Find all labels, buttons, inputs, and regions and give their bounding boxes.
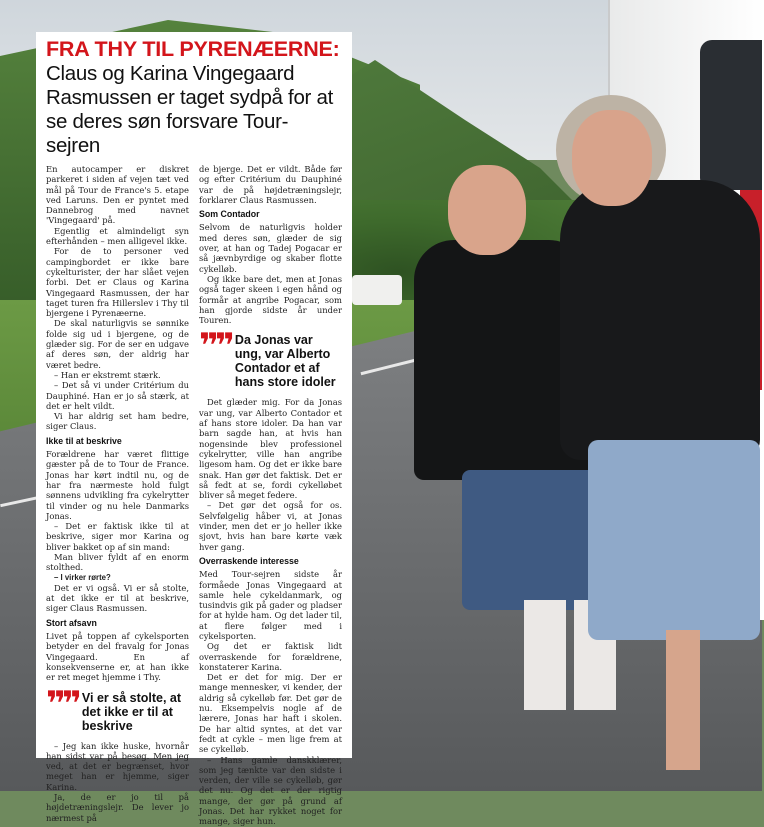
paragraph: Det er det for mig. Der er mange mennesker, vi kender, der aldrig så cykelløb før. Det gør de nu. Eksempelvis nogle af de lærere, Jonas har haft i skolen. De har altid syntes, at det var fedt at cykle – men lige frem at se cykelløb.: [199, 672, 342, 755]
woman-jeans: [588, 440, 760, 640]
woman-leg: [666, 630, 700, 770]
man-head: [448, 165, 526, 255]
paragraph: Det er vi også. Vi er så stolte, at det ikke er til at beskrive, siger Claus Rasmussen.: [46, 582, 189, 614]
interview-question: – I virker rørte?: [54, 572, 111, 582]
paragraph: Forældrene har været flittige gæster på de to Tour de France. Jonas har kørt indtil nu, og de har fra nærmeste hold fulgt sønnens udvikling fra cykelrytter til vinder og nu hele Danmarks Jonas.: [46, 449, 189, 521]
column-2: [199, 164, 342, 827]
subheading: Overraskende interesse: [199, 555, 299, 566]
paragraph: En autocamper er diskret parkeret i siden af vejen tæt ved mål på Tour de France's 5. etape ved Laruns. Den er pyntet med Dannebrog med navnet 'Vingegaard' på.: [46, 164, 189, 226]
paragraph: For de to personer ved campingbordet er ikke bare cykelturister, der har slået vejen forbi. Det er Claus og Karina Vingegaard Rasmussen, der har taget turen fra Hillerslev i Thy til bjergene i Pyrenæerne.: [46, 246, 189, 319]
woman-figure: [560, 180, 760, 460]
column-1: [46, 164, 189, 827]
pull-quote: [199, 326, 342, 390]
paragraph: Man bliver fyldt af en enorm stolthed.: [46, 551, 189, 573]
paragraph: Og det er faktisk lidt overraskende for forældrene, konstaterer Karina.: [199, 641, 342, 672]
camper-window: [700, 40, 762, 190]
paragraph: – Det er faktisk ikke til at beskrive, siger mor Karina og bliver bakket op af sin mand:: [46, 521, 189, 552]
subheading: Som Contador: [199, 209, 260, 220]
article-headline: Claus og Karina Vingegaard Rasmussen er taget sydpå for at se deres søn forsvare Tour-sejren: [46, 62, 333, 157]
subheading: Stort afsavn: [46, 617, 97, 628]
pull-quote-text: Da Jonas var ung, var Alberto Contador et af hans store idoler: [234, 333, 336, 390]
paragraph: Egentlig et almindeligt syn efterhånden – men alligevel ikke.: [46, 225, 189, 247]
paragraph: Vi har aldrig set ham bedre, siger Claus.: [46, 411, 189, 432]
article-kicker: FRA THY TIL PYRENÆERNE:: [46, 37, 340, 61]
subheading: Ikke til at beskrive: [46, 435, 122, 446]
paragraph: Og ikke bare det, men at Jonas også tager skeen i egen hånd og formår at angribe Pogacar, som han gjorde sidste år under Touren.: [199, 273, 342, 326]
article-panel: [36, 32, 352, 827]
paragraph: Selvom de naturligvis holder med deres søn, glæder de sig over, at han og Tadej Pogacar er så jævnbyrdige og skaber flotte cykelløb.: [199, 222, 342, 274]
pull-quote: [46, 683, 189, 733]
paragraph: – Hans gamle danskklærer, som jeg tænkte var den sidste i verden, der ville se cykelløb, gør det nu. Og det er der rigtig mange, der gør på grund af Jonas. Det har rykket noget for mange, siger hun.: [199, 754, 342, 827]
paragraph: – Det gør det også for os. Selvfølgelig håber vi, at Jonas vinder, men det er jo heller ikke sjovt, hvis han bare kørte væk hver gang.: [199, 500, 342, 552]
paragraph: Det glæder mig. For da Jonas var ung, var Alberto Contador et af hans store idoler. Da han var barn sagde han, at hvis han nogensinde blev professionel cykelrytter, ville han angribe ligesom ham. Og det er ikke bare snak. Han gør det faktisk. Det er så fedt at se, fordi cykelløbet bliver så meget federe.: [199, 397, 342, 501]
woman-head: [572, 110, 652, 206]
paragraph: de bjerge. Det er vildt. Både før og efter Critérium du Dauphiné var de på højdetræningslejr, forklarer Claus Rasmussen.: [199, 164, 342, 205]
article-columns: [46, 164, 342, 827]
paragraph: – Han er ekstremt stærk.: [54, 369, 161, 380]
man-sock: [524, 600, 566, 710]
paragraph: Ja, de er jo til på højdetræningslejr. De lever jo nærmest på: [46, 792, 189, 823]
pull-quote-text: Vi er så stolte, at det ikke er til at beskrive: [81, 690, 182, 733]
paragraph: Livet på toppen af cykelsporten betyder en del fravalg for Jonas Vingegaard. En af konsekvenserne er, at han ikke er ret meget hjemme i Thy.: [46, 631, 189, 683]
quote-icon: ❞❞: [199, 326, 231, 367]
caravan: [352, 275, 402, 305]
paragraph: De skal naturligvis se sønnike folde sig ud i bjergene, og de glæder sig. For de ser en udgave af deres søn, der aldrig har været bedre.: [46, 318, 189, 370]
quote-icon: ❞❞: [46, 683, 78, 724]
paragraph: Med Tour-sejren sidste år formåede Jonas Vingegaard at samle hele cykeldanmark, og tusindvis gik på gader og pladser for at hylde ham. Og det lader til, at flere følger med i cykelsporten.: [199, 569, 342, 641]
paragraph: – Jeg kan ikke huske, hvornår han sidst var på besøg. Men jeg ved, at det er begrænset, hvor meget han er hjemme, siger Karina.: [46, 740, 189, 792]
paragraph: – Det så vi under Critérium du Dauphiné. Han er jo så stærk, at det er helt vildt.: [46, 380, 189, 411]
